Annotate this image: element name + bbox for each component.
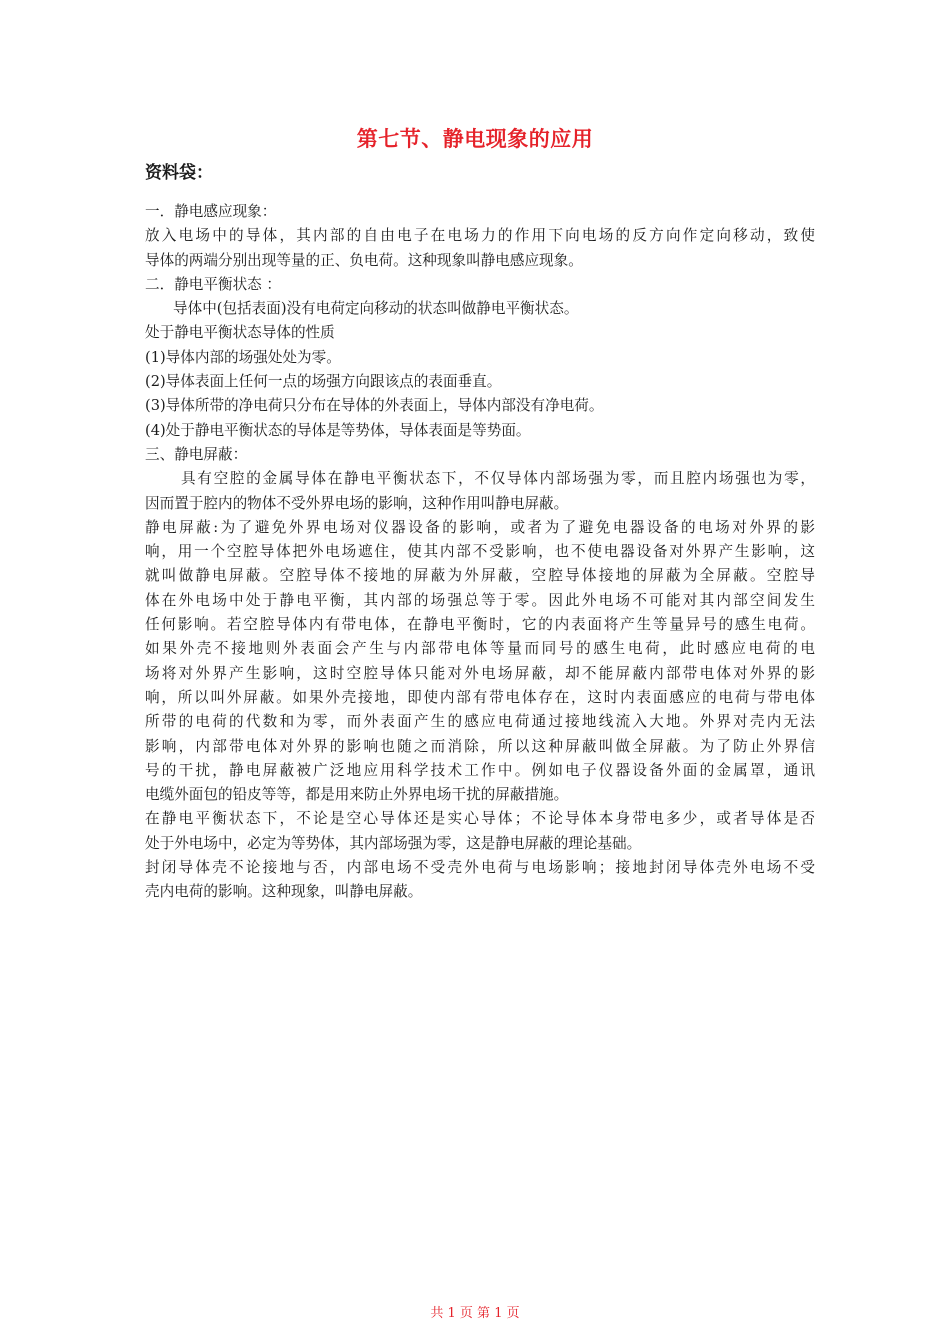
paragraph-line: 如果外壳不接地则外表面会产生与内部带电体等量而同号的感生电荷，此时感应电荷的电 [145,640,815,658]
list-item: (2)导体表面上任何一点的场强方向跟该点的表面垂直。 [145,373,502,391]
paragraph-line: 处于外电场中，必定为等势体，其内部场强为零，这是静电屏蔽的理论基础。 [145,834,642,852]
paragraph-line: 所带的电荷的代数和为零，而外表面产生的感应电荷通过接地线流入大地。外界对壳内无法 [145,713,815,731]
page-title: 第七节、静电现象的应用 [356,127,594,151]
paragraph-line: 放入电场中的导体，其内部的自由电子在电场力的作用下向电场的反方向作定向移动，致使 [145,227,815,245]
paragraph-line: 响，用一个空腔导体把外电场遮住，使其内部不受影响，也不使电器设备对外界产生影响，这 [145,543,815,561]
paragraph-line: 具有空腔的金属导体在静电平衡状态下，不仅导体内部场强为零，而且腔内场强也为零， [181,470,815,488]
document-body [145,160,815,905]
list-item: (4)处于静电平衡状态的导体是等势体，导体表面是等势面。 [145,421,531,439]
paragraph-line: 处于静电平衡状态导体的性质 [145,324,335,342]
heading-2: 二．静电平衡状态 ： [145,275,281,293]
paragraph-line: 号的干扰，静电屏蔽被广泛地应用科学技术工作中。例如电子仪器设备外面的金属罩，通讯 [145,761,815,779]
paragraph-line: 影响，内部带电体对外界的影响也随之而消除，所以这种屏蔽叫做全屏蔽。为了防止外界信 [145,737,815,755]
paragraph-line: 电缆外面包的铅皮等等，都是用来防止外界电场干扰的屏蔽措施。 [145,786,569,804]
heading-1: 一．静电感应现象： [145,203,277,220]
list-item: (3)导体所带的净电荷只分布在导体的外表面上，导体内部没有净电荷。 [145,397,604,415]
paragraph-line: 封闭导体壳不论接地与否，内部电场不受壳外电荷与电场影响；接地封闭导体壳外电场不受 [145,859,815,877]
paragraph-line: 壳内电荷的影响。这种现象，叫静电屏蔽。 [145,883,423,901]
paragraph-line: 在静电平衡状态下，不论是空心导体还是实心导体；不论导体本身带电多少，或者导体是否 [145,810,815,828]
paragraph-line: 就叫做静电屏蔽。空腔导体不接地的屏蔽为外屏蔽，空腔导体接地的屏蔽为全屏蔽。空腔导 [145,567,815,585]
paragraph-line: 静电屏蔽:为了避免外界电场对仪器设备的影响，或者为了避免电器设备的电场对外界的影 [145,518,815,536]
heading-3: 三、静电屏蔽： [145,445,248,463]
list-item: (1)导体内部的场强处处为零。 [145,348,341,366]
paragraph-line: 导体中(包括表面)没有电荷定向移动的状态叫做静电平衡状态。 [173,300,579,318]
paragraph-line: 因而置于腔内的物体不受外界电场的影响，这种作用叫静电屏蔽。 [145,494,569,512]
paragraph-line: 响，所以叫外屏蔽。如果外壳接地，即使内部有带电体存在，这时内表面感应的电荷与带电体 [145,688,815,706]
page-footer: 共 1 页 第 1 页 [430,1306,520,1321]
section-subtitle: 资料袋： [145,163,213,183]
paragraph-line: 体在外电场中处于静电平衡，其内部的场强总等于零。因此外电场不可能对其内部空间发生 [145,591,815,609]
paragraph-line: 导体的两端分别出现等量的正、负电荷。这种现象叫静电感应现象。 [145,251,583,269]
paragraph-line: 场将对外界产生影响，这时空腔导体只能对外电场屏蔽，却不能屏蔽内部带电体对外界的影 [145,664,815,682]
paragraph-line: 任何影响。若空腔导体内有带电体，在静电平衡时，它的内表面将产生等量异号的感生电荷。 [145,616,815,634]
